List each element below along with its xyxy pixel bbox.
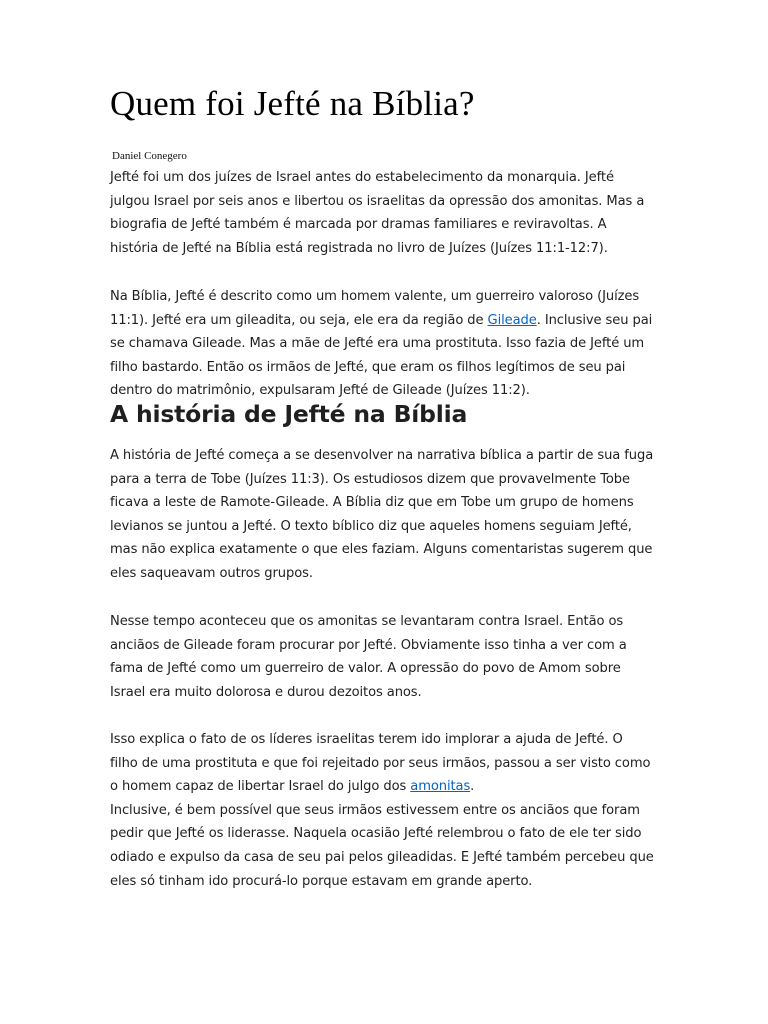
page-title: Quem foi Jefté na Bíblia? (110, 84, 475, 123)
text-line (110, 309, 662, 333)
text-line: julgou Israel por seis anos e libertou os israelitas da opressão dos amonitas. Mas a (110, 193, 645, 209)
text-line: pedir que Jefté os liderasse. Naquela ocasião Jefté relembrou o fato de ele ter sido (110, 826, 642, 842)
text-line: eles só tinham ido procurá-lo porque estavam em grande aperto. (110, 873, 533, 889)
text-line: filho bastardo. Então os irmãos de Jefté, que eram os filhos legítimos de seu pai (110, 359, 626, 375)
text-line: Inclusive, é bem possível que seus irmãos estivessem entre os anciãos que foram (110, 802, 640, 818)
gileade-link[interactable]: Gileade (487, 312, 537, 328)
text-line: se chamava Gileade. Mas a mãe de Jefté era uma prostituta. Isso fazia de Jefté um (110, 336, 645, 352)
text-line: Na Bíblia, Jefté é descrito como um homem valente, um guerreiro valoroso (Juízes (110, 289, 640, 304)
text-line: anciãos de Gileade foram procurar por Jefté. Obviamente isso tinha a ver com a (110, 637, 627, 653)
text-line: Jefté foi um dos juízes de Israel antes do estabelecimento da monarquia. Jefté (110, 170, 614, 185)
paragraph-history (110, 444, 662, 586)
text-line: Nesse tempo aconteceu que os amonitas se levantaram contra Israel. Então os (110, 614, 624, 629)
text-line: ficava a leste de Ramote-Gileade. A Bíblia diz que em Tobe um grupo de homens (110, 495, 634, 511)
text-line: eles saqueavam outros grupos. (110, 565, 313, 581)
text-line: dentro do matrimônio, expulsaram Jefté de Gileade (Juízes 11:2). (110, 383, 530, 399)
text-line: mas não explica exatamente o que eles faziam. Alguns comentaristas sugerem que (110, 542, 653, 558)
paragraph-leaders (110, 728, 662, 893)
section-heading: A história de Jefté na Bíblia (110, 400, 468, 428)
amonitas-link[interactable]: amonitas (410, 779, 471, 795)
text-segment: . Inclusive seu pai (536, 312, 653, 328)
text-line: para a terra de Tobe (Juízes 11:3). Os estudiosos dizem que provavelmente Tobe (110, 471, 630, 487)
text-segment: 11:1). Jefté era um gileadita, ou seja, ele era da região de (110, 312, 488, 328)
text-line: A história de Jefté começa a se desenvolver na narrativa bíblica a partir de sua fuga (110, 448, 654, 463)
text-segment: . (470, 779, 475, 795)
text-line: biografia de Jefté também é marcada por dramas familiares e reviravoltas. A (110, 217, 607, 233)
paragraph-description (110, 285, 662, 403)
text-line (110, 775, 662, 799)
paragraph-intro (110, 166, 662, 260)
text-line: história de Jefté na Bíblia está registrada no livro de Juízes (Juízes 11:1-12:7). (110, 240, 608, 256)
paragraph-amonitas (110, 610, 662, 704)
text-line: Isso explica o fato de os líderes israelitas terem ido implorar a ajuda de Jefté. O (110, 732, 623, 747)
text-line: levianos se juntou a Jefté. O texto bíblico diz que aqueles homens seguiam Jefté, (110, 518, 632, 534)
text-line: filho de uma prostituta e que foi rejeitado por seus irmãos, passou a ser visto como (110, 755, 651, 771)
text-line: Israel era muito dolorosa e durou dezoitos anos. (110, 684, 422, 700)
text-line: odiado e expulso da casa de seu pai pelos gileadidas. E Jefté também percebeu que (110, 849, 654, 865)
text-line: fama de Jefté como um guerreiro de valor. A opressão do povo de Amom sobre (110, 661, 621, 677)
author-name: Daniel Conegero (112, 150, 187, 162)
text-segment: o homem capaz de libertar Israel do julgo dos (110, 779, 411, 795)
